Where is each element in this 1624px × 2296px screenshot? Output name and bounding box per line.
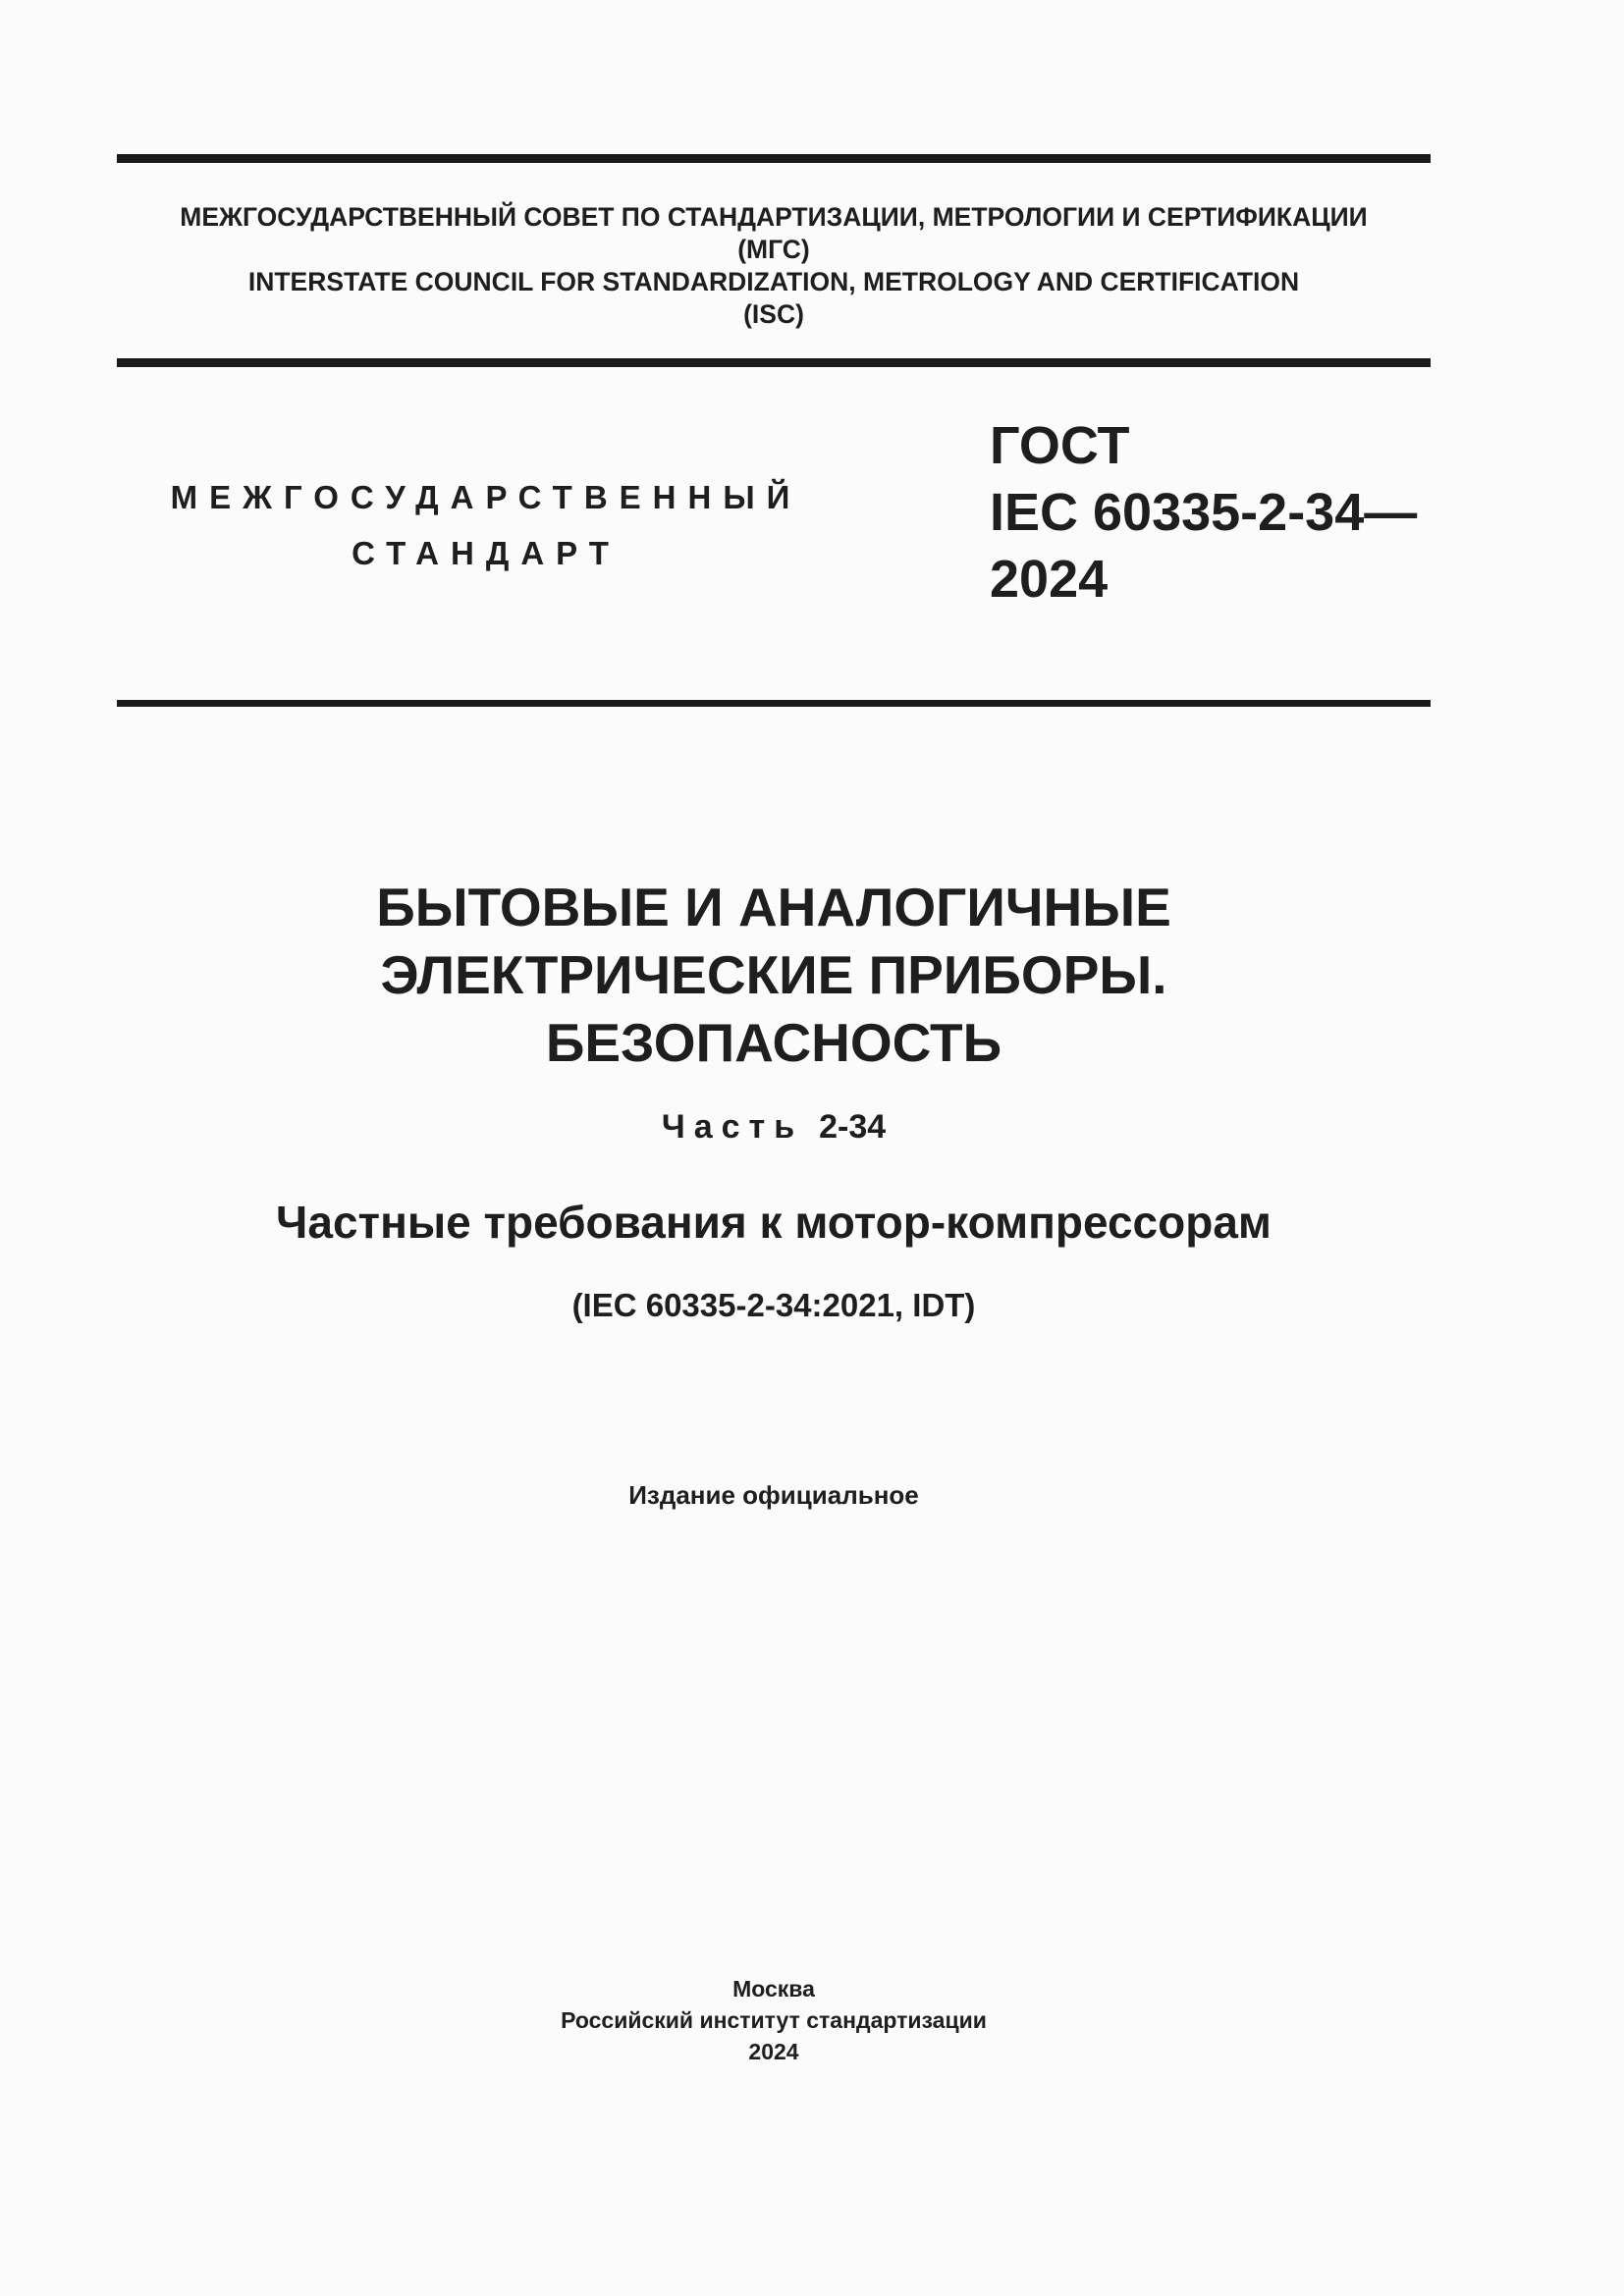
document-title: [117, 874, 1431, 1077]
standard-designation: [990, 412, 1422, 613]
bottom-divider: [117, 700, 1431, 707]
standard-type-line1: МЕЖГОСУДАРСТВЕННЫЙ: [170, 479, 802, 515]
council-header: [117, 201, 1431, 331]
part-number: 2-34: [819, 1108, 887, 1146]
title-line2: ЭЛЕКТРИЧЕСКИЕ ПРИБОРЫ.: [380, 944, 1167, 1005]
iec-reference: (IEC 60335-2-34:2021, IDT): [571, 1287, 976, 1323]
title-line1: БЫТОВЫЕ И АНАЛОГИЧНЫЕ: [376, 877, 1171, 937]
designation-year: 2024: [990, 550, 1109, 609]
part-label: Часть: [661, 1108, 804, 1146]
standard-type: [167, 469, 805, 581]
part-heading: [117, 1105, 1431, 1148]
title-line3: БЕЗОПАСНОСТЬ: [545, 1012, 1002, 1073]
top-divider: [117, 154, 1431, 163]
standard-type-line2: СТАНДАРТ: [352, 535, 621, 571]
council-abbr-ru: (МГС): [737, 235, 810, 264]
council-name-en: INTERSTATE COUNCIL FOR STANDARDIZATION, METROLOGY AND CERTIFICATION: [247, 267, 1300, 296]
council-name-ru: МЕЖГОСУДАРСТВЕННЫЙ СОВЕТ ПО СТАНДАРТИЗАЦИИ, МЕТРОЛОГИИ И СЕРТИФИКАЦИИ: [180, 202, 1368, 232]
council-abbr-en: (ISC): [743, 299, 804, 329]
imprint-publisher: Российский институт стандартизации: [561, 2007, 987, 2033]
middle-divider: [117, 358, 1431, 367]
document-subtitle: Частные требования к мотор-компрессорам: [276, 1197, 1272, 1248]
imprint: [117, 1973, 1431, 2067]
designation-number: IEC 60335-2-34—: [990, 483, 1418, 542]
edition-label: Издание официальное: [628, 1480, 919, 1510]
imprint-year: 2024: [748, 2039, 799, 2064]
designation-prefix: ГОСТ: [990, 416, 1130, 475]
imprint-city: Москва: [732, 1976, 815, 2002]
